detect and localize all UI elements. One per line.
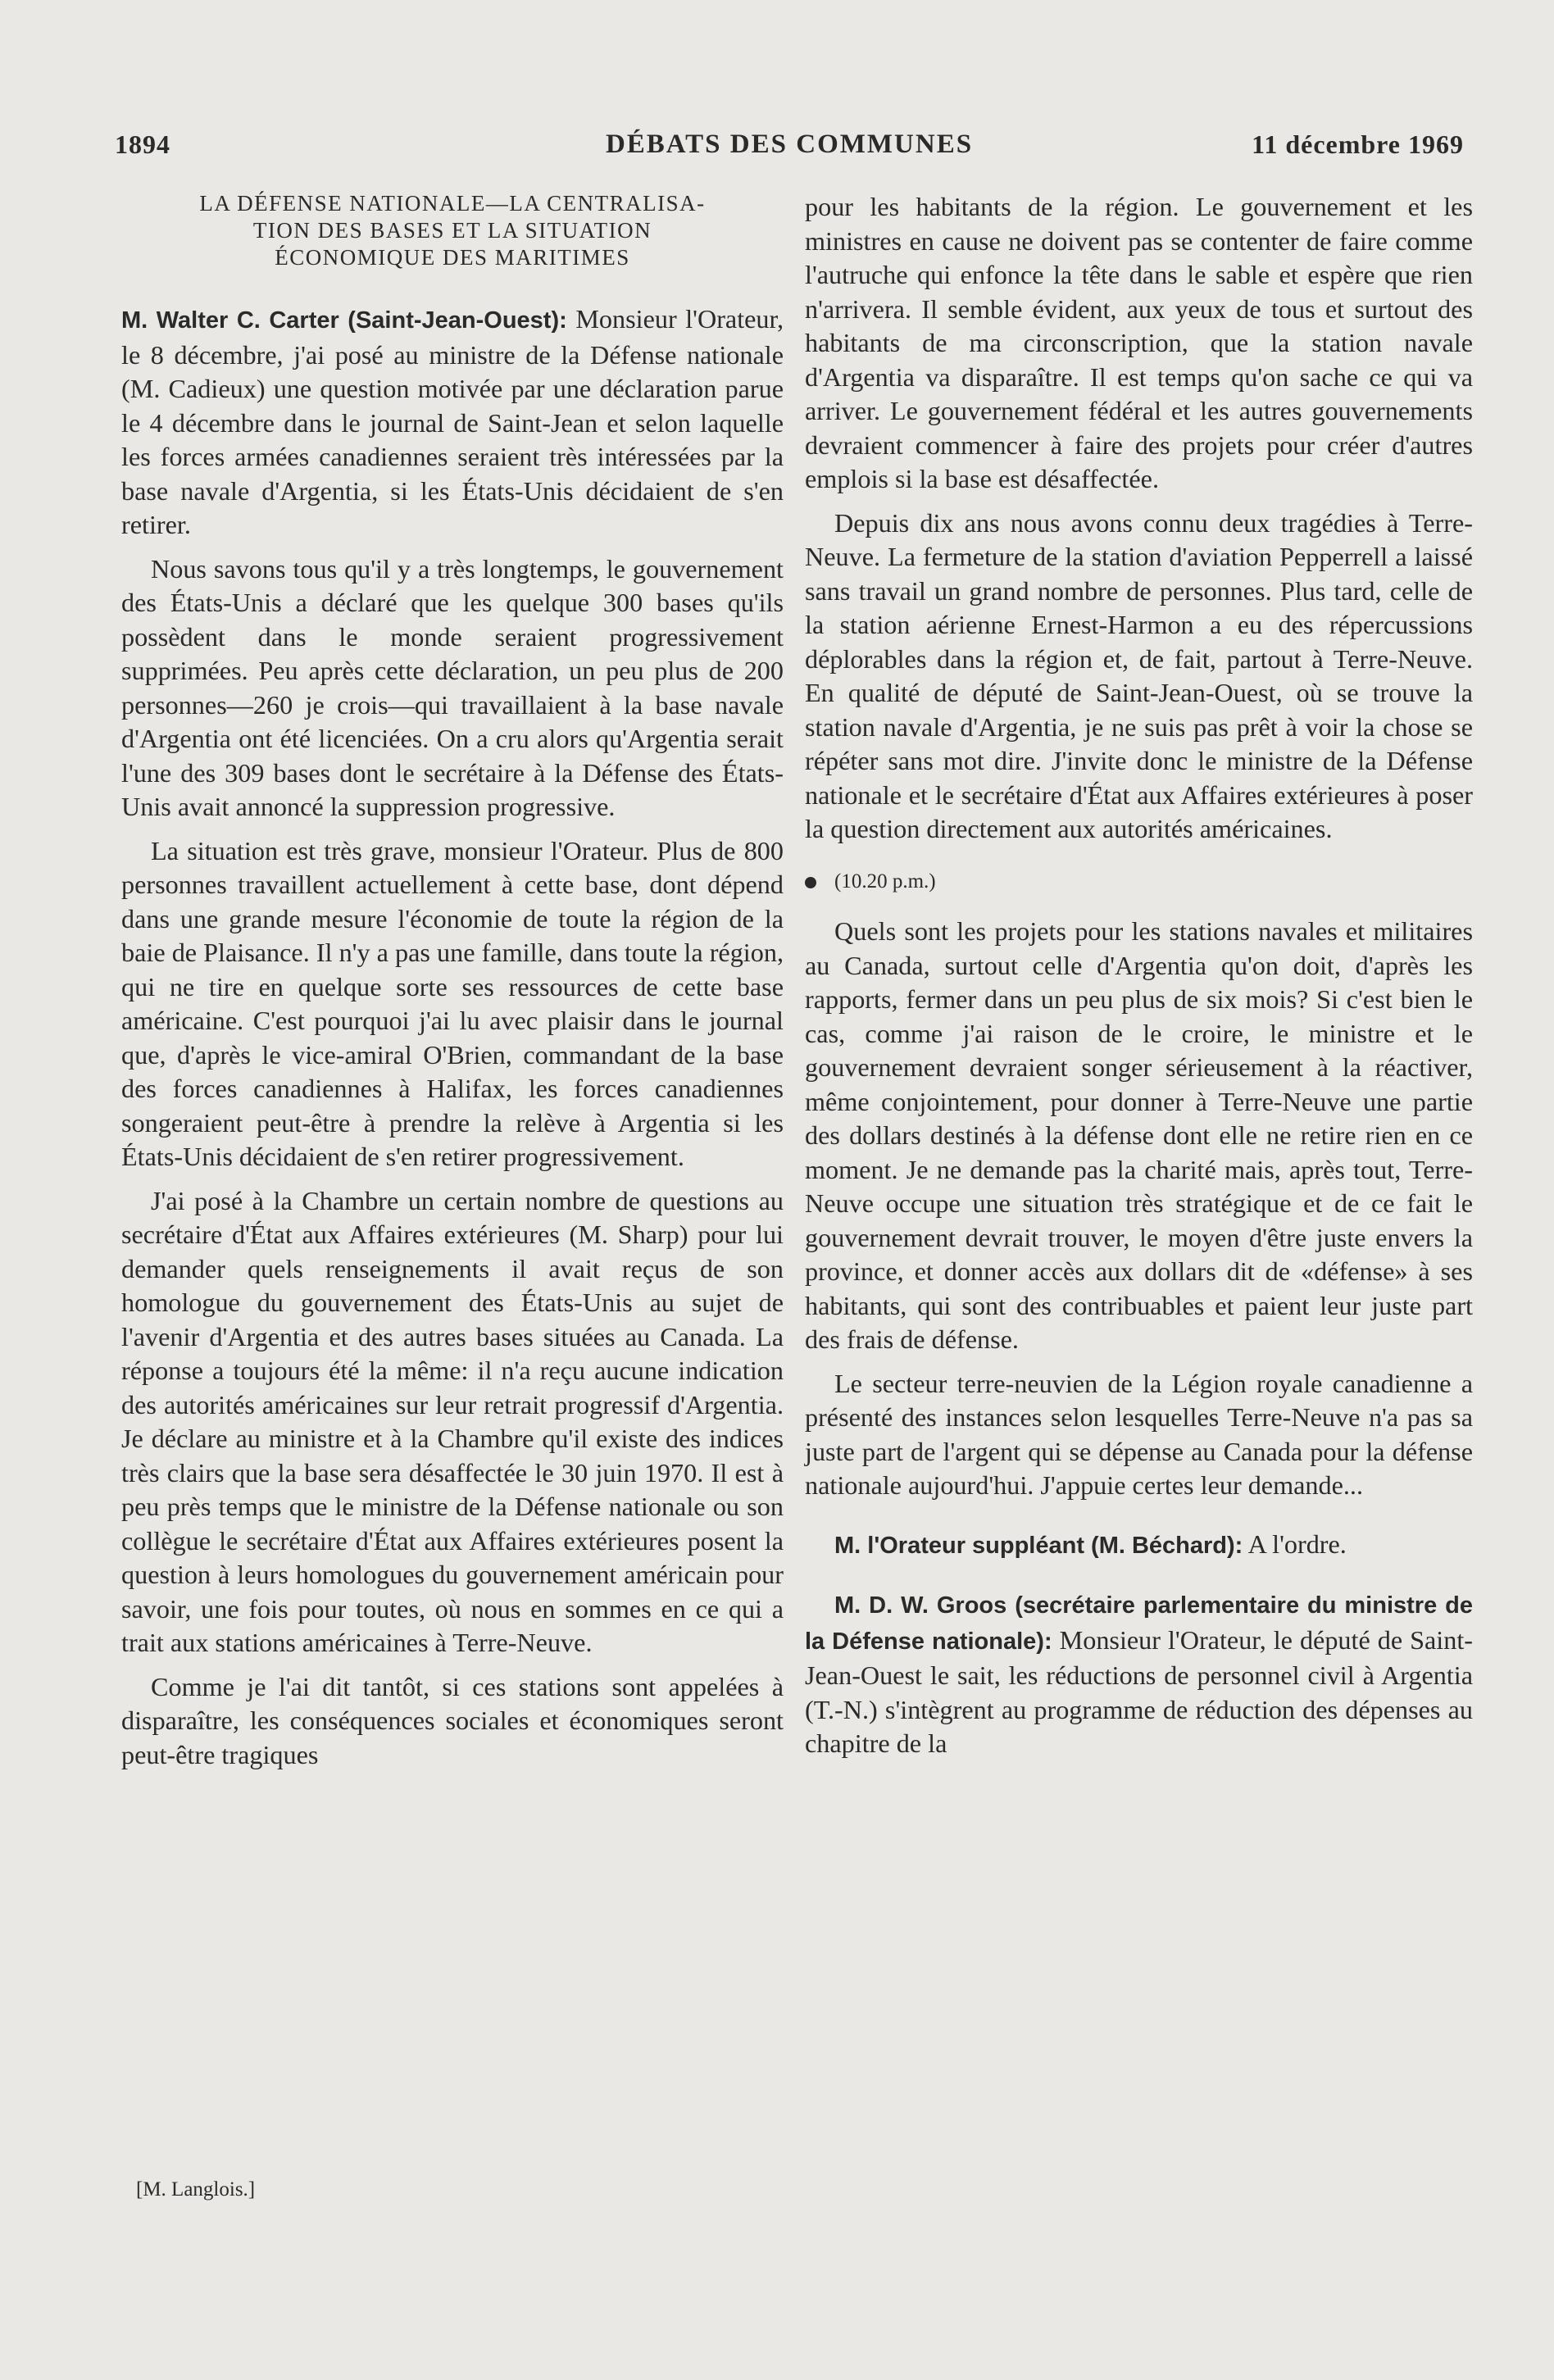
paragraph [805,1587,1473,1761]
speaker-name: M. D. W. Groos (secrétaire parlementaire du ministre de la Défense nationale): [805,1592,1473,1655]
paragraph: J'ai posé à la Chambre un certain nombre de questions au secrétaire d'État aux Affaires extérieures (M. Sharp) pour lui demander quels renseignements il avait reçus de son homologue du gouvernement des États-Unis au sujet de l'avenir d'Argentia et des autres bases situées au Canada. La réponse a toujours été la même: il n'a reçu aucune indication des autorités américaines sur leur retrait progressif d'Argentia. Je déclare au ministre et à la Chambre qu'il existe des indices très clairs que la base sera désaffectée le 30 juin 1970. Il est à peu près temps que le ministre de la Défense nationale ou son collègue le secrétaire d'État aux Affaires extérieures posent la question à leurs homologues du gouvernement américain pour savoir, une fois pour toutes, où nous en sommes en ce qui a trait aux stations américaines à Terre-Neuve. [121,1185,784,1657]
speaker-name: M. l'Orateur suppléant (M. Béchard): [834,1532,1243,1559]
section-title [121,190,784,271]
page-number: 1894 [115,129,170,159]
paragraph: Depuis dix ans nous avons connu deux tragédies à Terre-Neuve. La fermeture de la station d'aviation Pepperrell a laissé sans travail un grand nombre de personnes. Plus tard, celle de la station aérienne Ernest-Harmon a eu des répercussions déplorables dans la région et, de fait, partout à Terre-Neuve. En qualité de député de Saint-Jean-Ouest, où se trouve la station navale d'Argentia, je ne suis pas prêt à voir la chose se répéter sans mot dire. J'invite donc le ministre de la Défense nationale et le secrétaire d'État aux Affaires extérieures à poser la question directement aux autorités américaines. [805,507,1473,843]
paragraph: Nous savons tous qu'il y a très longtemps, le gouvernement des États-Unis a déclaré que les quelque 300 bases qu'ils possèdent dans le monde seraient progressivement supprimées. Peu après cette déclaration, un peu plus de 200 personnes—260 je crois—qui travaillaient à la base navale d'Argentia ont été licenciées. On a cru alors qu'Argentia serait l'une des 309 bases dont le secrétaire à la Défense des États-Unis avait annoncé la suppression progressive. [121,553,784,821]
publication-title: DÉBATS DES COMMUNES [605,129,974,159]
paragraph-text: A l'ordre. [1247,1528,1347,1559]
left-column [121,190,784,1782]
section-title-line-3: ÉCONOMIQUE DES MARITIMES [275,245,630,270]
section-title-line-2: TION DES BASES ET LA SITUATION [252,218,652,243]
paragraph [805,1528,1473,1564]
section-title-line-1: LA DÉFENSE NATIONALE—LA CENTRALISA- [199,191,706,216]
speaker-reference: [M. Langlois.] [136,2178,256,2201]
page-date: 11 décembre 1969 [1252,129,1464,159]
paragraph: Comme je l'ai dit tantôt, si ces stations sont appelées à disparaître, les conséquences sociales et économiques seront peut-être tragiques [121,1671,784,1769]
right-column [805,190,1473,1771]
paragraph: La situation est très grave, monsieur l'Orateur. Plus de 800 personnes travaillent actuellement à cette base, dont dépend dans une grande mesure l'économie de toute la région de la baie de Plaisance. Il n'y a pas une famille, dans toute la région, qui ne tire en quelque sorte ses ressources de cette base américaine. C'est pourquoi j'ai lu avec plaisir dans le journal que, d'après le vice-amiral O'Brien, commandant de la base des forces canadiennes à Halifax, les forces canadiennes songeraient peut-être à prendre la relève à Argentia si les États-Unis décidaient de s'en retirer progressivement. [121,835,784,1171]
paragraph: Quels sont les projets pour les stations navales et militaires au Canada, surtout celle d'Argentia qu'on doit, d'après les rapports, fermer dans un peu plus de six mois? Si c'est bien le cas, comme j'ai raison de le croire, le ministre et le gouvernement devraient songer sérieusement à la réactiver, même conjointement, pour donner à Terre-Neuve une partie des dollars destinés à la défense dont elle ne retire rien en ce moment. Je ne demande pas la charité mais, après tout, Terre-Neuve occupe une situation très stratégique et de ce fait le gouvernement devrait trouver, le moyen d'être juste envers la province, et donner accès aux dollars dit de «défense» à ses habitants, qui sont des contribuables et paient leur juste part des frais de défense. [805,916,1473,1354]
bullet-icon [805,877,816,888]
running-header [115,129,1464,170]
paragraph [121,302,784,543]
speaker-name: M. Walter C. Carter (Saint-Jean-Ouest): [121,307,567,334]
time-marker [805,865,1473,899]
paragraph: Le secteur terre-neuvien de la Légion royale canadienne a présenté des instances selon lesquelles Terre-Neuve n'a pas sa juste part de l'argent qui se dépense au Canada pour la défense nationale aujourd'hui. J'appuie certes leur demande... [805,1368,1473,1500]
paragraph: pour les habitants de la région. Le gouvernement et les ministres en cause ne doivent pas se contenter de faire comme l'autruche qui enfonce la tête dans le sable et espère que rien n'arrivera. Il semble évident, aux yeux de tous et surtout des habitants de ma circonscription, que la station navale d'Argentia va disparaître. Il est temps qu'on sache ce qui va arriver. Le gouvernement fédéral et les autres gouvernements devraient commencer à faire des projets pour créer d'autres emplois si la base est désaffectée. [805,192,1473,493]
paragraph-text: Monsieur l'Orateur, le 8 décembre, j'ai posé au ministre de la Défense nationale (M. Cadieux) une question motivée par une déclaration parue le 4 décembre dans le journal de Saint-Jean et selon laquelle les forces armées canadiennes seraient très intéressées par la base navale d'Argentia, si les États-Unis décidaient de s'en retirer. [121,304,784,539]
paragraph-text: Monsieur l'Orateur, le député de Saint-Jean-Ouest le sait, les réductions de personnel civil à Argentia (T.-N.) s'intègrent au programme de réduction des dépenses au chapitre de la [805,1624,1473,1758]
time-marker-text: (10.20 p.m.) [834,870,936,892]
